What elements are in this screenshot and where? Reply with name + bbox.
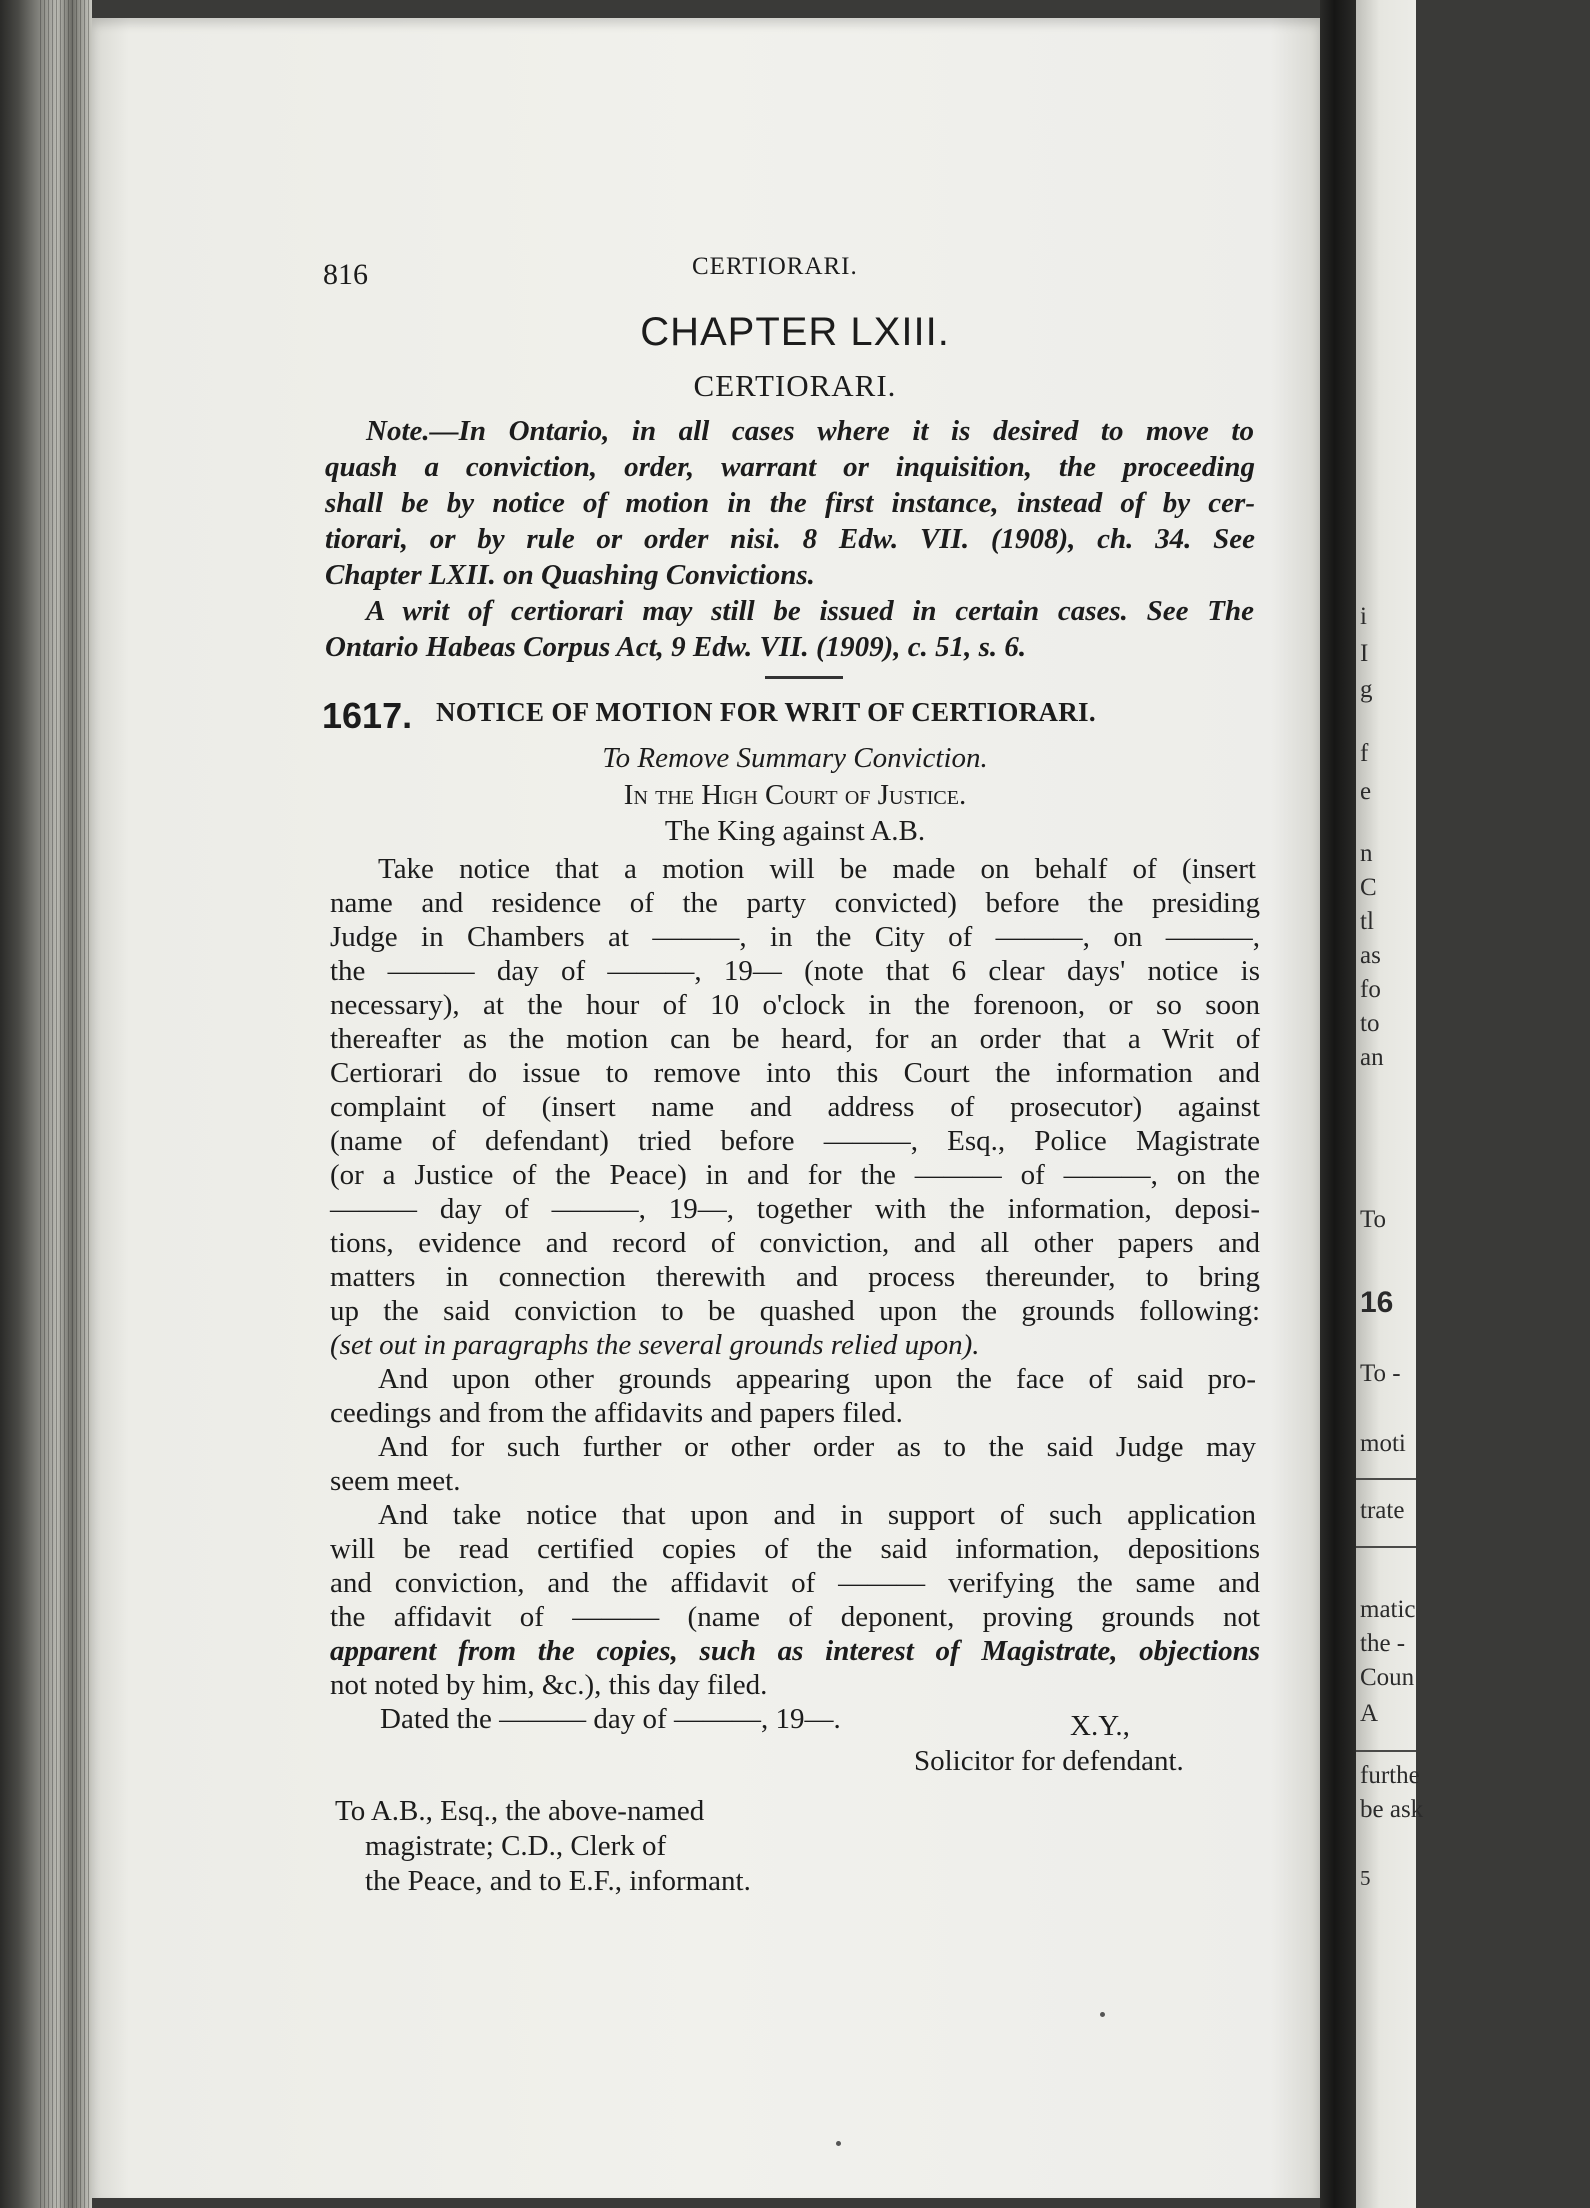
facing-fragment: trate bbox=[1360, 1497, 1405, 1524]
body-line: the ——— day of ———, 19— (note that 6 clear days' notice is bbox=[330, 955, 1260, 987]
facing-fragment: 16 bbox=[1360, 1286, 1394, 1319]
addressee-line: the Peace, and to E.F., informant. bbox=[365, 1865, 751, 1897]
body-line: tions, evidence and record of conviction, and all other papers and bbox=[330, 1227, 1260, 1259]
body-line: thereafter as the motion can be heard, for an order that a Writ of bbox=[330, 1023, 1260, 1055]
facing-fragment: i bbox=[1360, 603, 1367, 630]
facing-fragment: furthe bbox=[1360, 1762, 1420, 1789]
note-line: shall be by notice of motion in the first instance, instead of by cer- bbox=[325, 487, 1255, 519]
note-line: A writ of certiorari may still be issued in certain cases. See The bbox=[366, 595, 1254, 627]
facing-fragment: be ask bbox=[1360, 1796, 1424, 1823]
chapter-title: CHAPTER LXIII. bbox=[640, 310, 950, 354]
facing-fragment: the - bbox=[1360, 1630, 1406, 1657]
facing-fragment: tl bbox=[1360, 908, 1374, 935]
facing-fragment: an bbox=[1360, 1044, 1384, 1071]
facing-fragment: g bbox=[1360, 676, 1373, 703]
page-number: 816 bbox=[323, 258, 368, 291]
body-line: (set out in paragraphs the several grounds relied upon). bbox=[330, 1329, 980, 1361]
facing-fragment: matic bbox=[1360, 1596, 1416, 1623]
body-line: complaint of (insert name and address of prosecutor) against bbox=[330, 1091, 1260, 1123]
body-line: (name of defendant) tried before ———, Esq., Police Magistrate bbox=[330, 1125, 1260, 1157]
body-line: name and residence of the party convicted) before the presiding bbox=[330, 887, 1260, 919]
body-line: Judge in Chambers at ———, in the City of ———, on ———, bbox=[330, 921, 1260, 953]
section-number: 1617. bbox=[322, 695, 413, 736]
facing-fragment: as bbox=[1360, 942, 1381, 969]
body-line: and conviction, and the affidavit of ——— verifying the same and bbox=[330, 1567, 1260, 1599]
body-line: ceedings and from the affidavits and papers filed. bbox=[330, 1397, 903, 1429]
facing-fragment: n bbox=[1360, 840, 1373, 867]
body-line: Take notice that a motion will be made on behalf of (insert bbox=[378, 853, 1256, 885]
section-divider bbox=[765, 676, 843, 679]
facing-fragment: e bbox=[1360, 778, 1372, 805]
addressee-line: magistrate; C.D., Clerk of bbox=[365, 1830, 667, 1862]
note-line: tiorari, or by rule or order nisi. 8 Edw. VII. (1908), ch. 34. See bbox=[325, 523, 1255, 555]
body-line: matters in connection therewith and process thereunder, to bring bbox=[330, 1261, 1260, 1293]
facing-fragment: To bbox=[1360, 1206, 1387, 1233]
facing-fragment: to bbox=[1360, 1010, 1380, 1037]
body-line: And for such further or other order as to the said Judge may bbox=[378, 1431, 1256, 1463]
note-line: Chapter LXII. on Quashing Convictions. bbox=[325, 559, 815, 591]
body-line: will be read certified copies of the said information, depositions bbox=[330, 1533, 1260, 1565]
paper-speck bbox=[1100, 2012, 1105, 2017]
body-line: ——— day of ———, 19—, together with the information, deposi- bbox=[330, 1193, 1260, 1225]
facing-fragment: A bbox=[1360, 1700, 1379, 1727]
paper-speck bbox=[836, 2141, 841, 2146]
court-name: In the High Court of Justice. bbox=[623, 779, 967, 811]
facing-fragment: To - bbox=[1360, 1360, 1401, 1387]
body-line: up the said conviction to be quashed upon the grounds following: bbox=[330, 1295, 1260, 1327]
body-line: not noted by him, &c.), this day filed. bbox=[330, 1669, 768, 1701]
case-name: The King against A.B. bbox=[664, 815, 926, 847]
chapter-subtitle: CERTIORARI. bbox=[693, 368, 897, 403]
section-title: NOTICE OF MOTION FOR WRIT OF CERTIORARI. bbox=[436, 697, 1096, 727]
note-line: Note.—In Ontario, in all cases where it is desired to move to bbox=[366, 415, 1254, 447]
section-subtitle: To Remove Summary Conviction. bbox=[602, 742, 988, 774]
body-line: And upon other grounds appearing upon the face of said pro- bbox=[378, 1363, 1256, 1395]
body-line: apparent from the copies, such as interest of Magistrate, objections bbox=[330, 1635, 1260, 1667]
signature-name: X.Y., bbox=[1070, 1710, 1130, 1742]
facing-fragment: I bbox=[1360, 640, 1369, 667]
facing-fragment: fo bbox=[1360, 976, 1381, 1003]
body-line: necessary), at the hour of 10 o'clock in the forenoon, or so soon bbox=[330, 989, 1260, 1021]
facing-fragment: 5 bbox=[1360, 1866, 1371, 1890]
body-line: Certiorari do issue to remove into this Court the information and bbox=[330, 1057, 1260, 1089]
note-line: Ontario Habeas Corpus Act, 9 Edw. VII. (1909), c. 51, s. 6. bbox=[325, 631, 1027, 663]
facing-fragment: C bbox=[1360, 874, 1377, 901]
addressee-line: To A.B., Esq., the above-named bbox=[335, 1795, 705, 1827]
body-line: the affidavit of ——— (name of deponent, proving grounds not bbox=[330, 1601, 1260, 1633]
body-line: seem meet. bbox=[330, 1465, 461, 1497]
facing-fragment: f bbox=[1360, 740, 1369, 767]
signature-title: Solicitor for defendant. bbox=[914, 1745, 1184, 1777]
body-line: And take notice that upon and in support of such application bbox=[378, 1499, 1256, 1531]
body-line: (or a Justice of the Peace) in and for the ——— of ———, on the bbox=[330, 1159, 1260, 1191]
dated-line: Dated the ——— day of ———, 19—. bbox=[380, 1703, 841, 1735]
facing-fragment: moti bbox=[1360, 1430, 1406, 1457]
facing-fragment: Coun bbox=[1360, 1664, 1415, 1691]
note-line: quash a conviction, order, warrant or inquisition, the proceeding bbox=[325, 451, 1255, 483]
running-head: CERTIORARI. bbox=[692, 253, 858, 280]
